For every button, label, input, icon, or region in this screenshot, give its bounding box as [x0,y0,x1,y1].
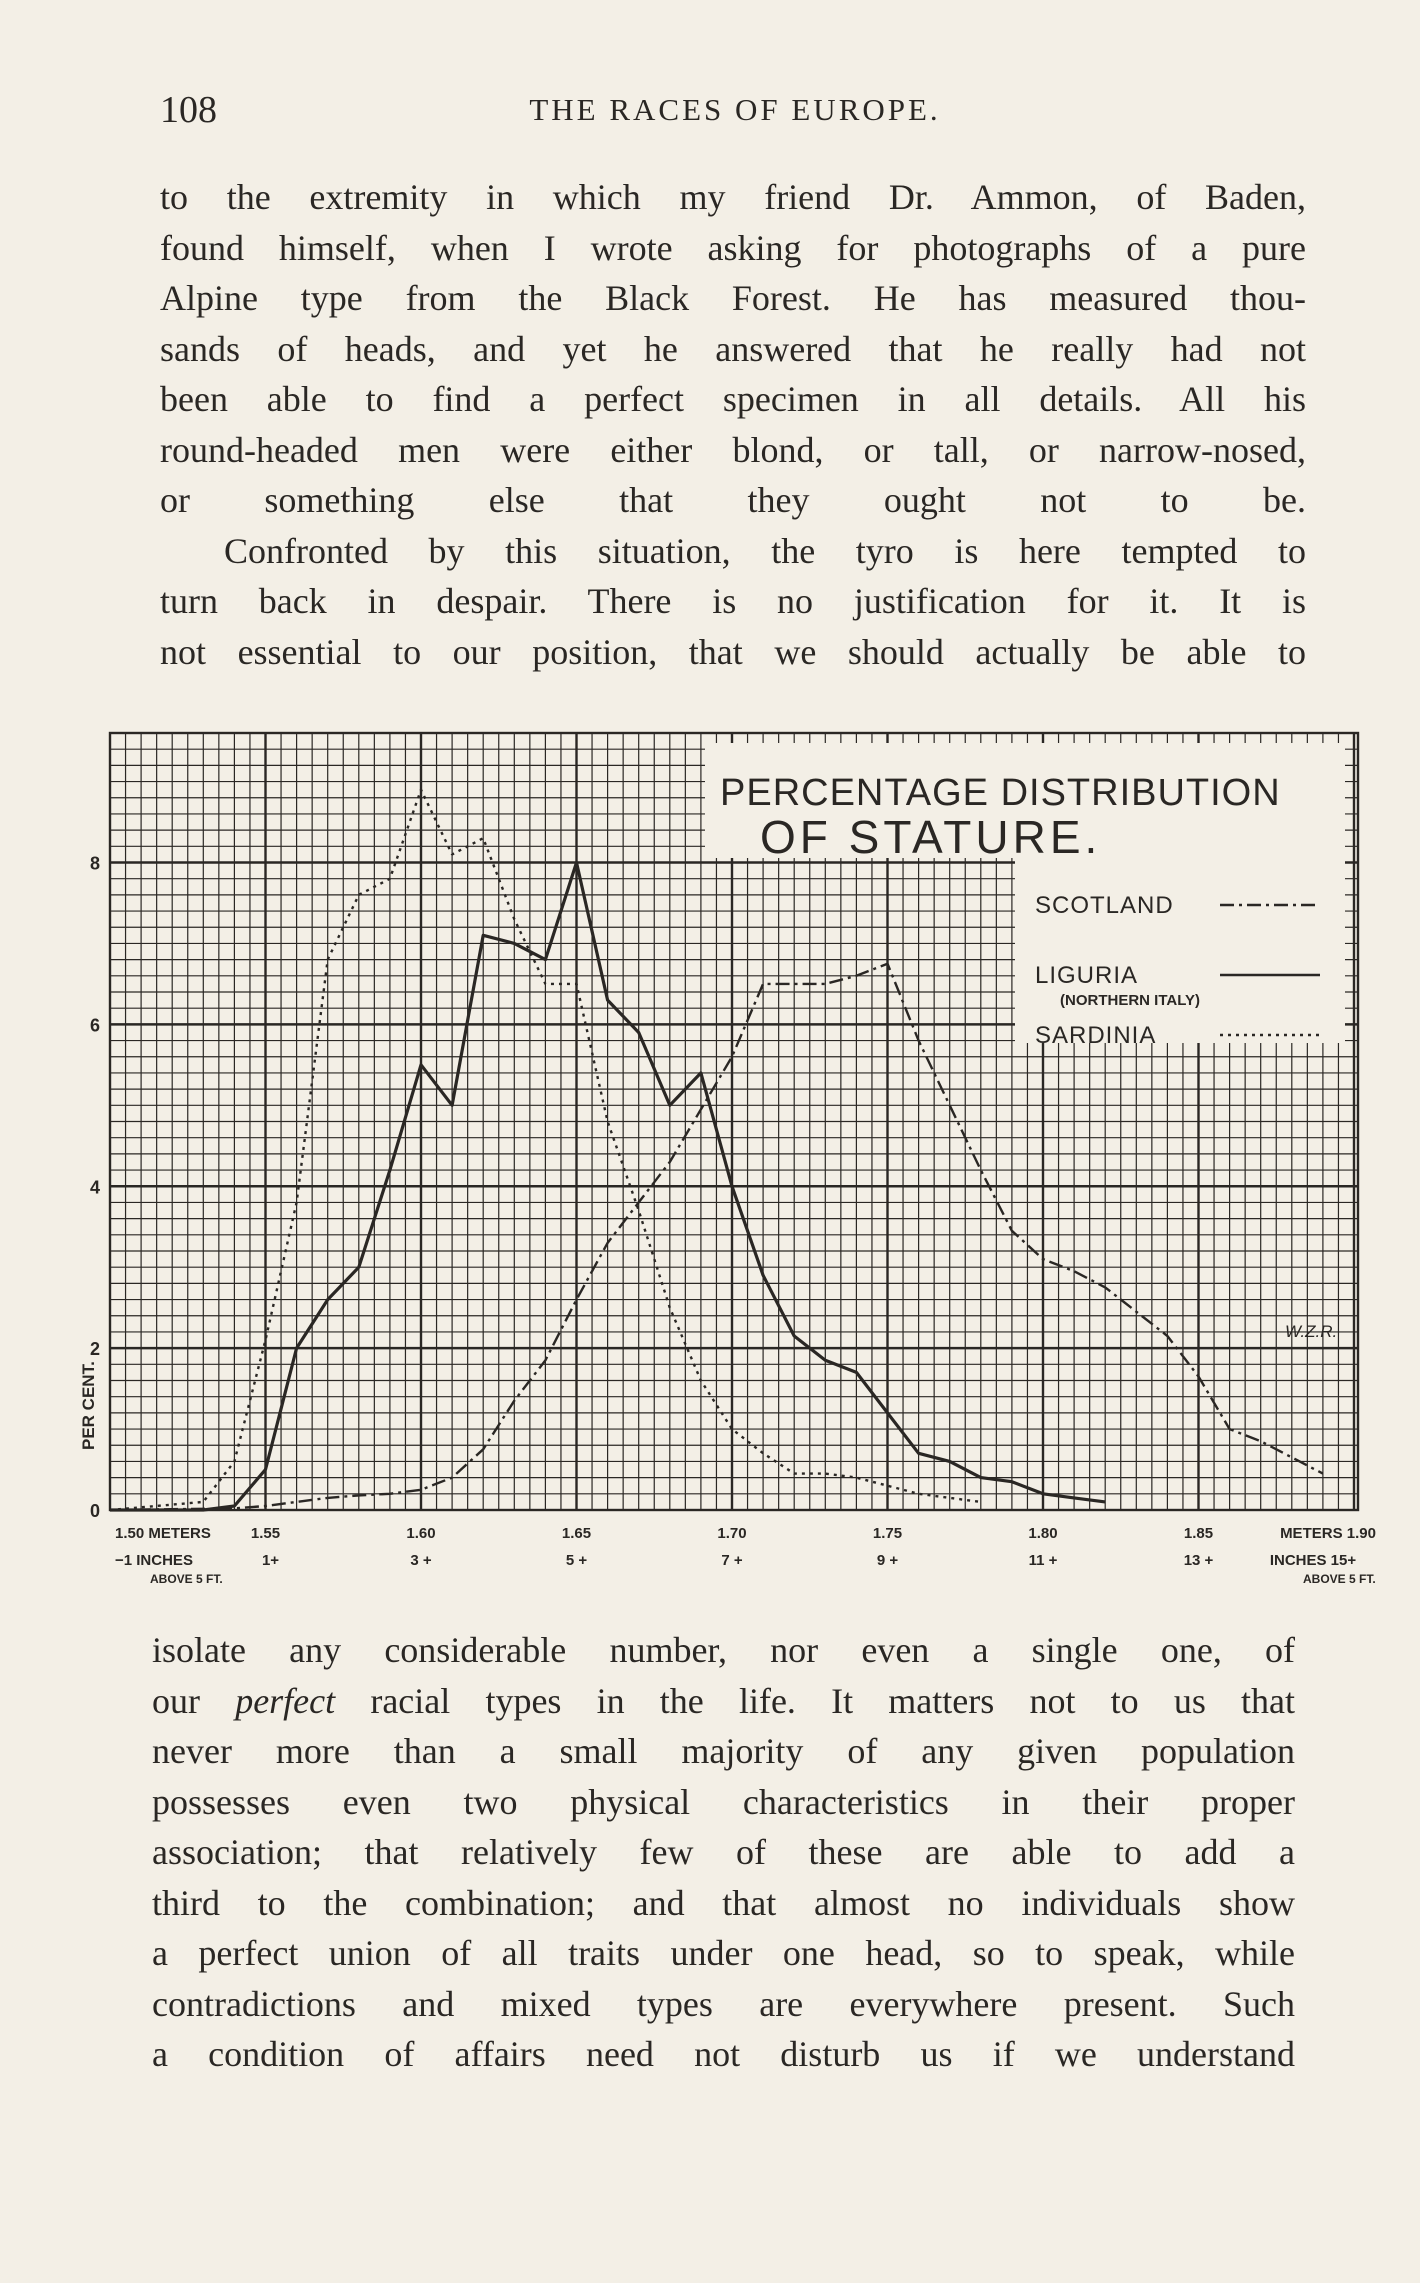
x-axis-sublabel: ABOVE 5 FT. [150,1572,223,1586]
paragraph-bottom [152,1625,1295,2080]
x-tick-label-inches: 11 + [1028,1552,1058,1569]
text-line: or something else that they ought not to be. [160,480,1306,520]
page-number: 108 [160,89,217,131]
text-line [152,1676,1295,1727]
x-tick-label-inches: 9 + [876,1552,899,1569]
x-tick-label: 1.80 [1028,1525,1058,1542]
x-tick-label-inches: 3 + [410,1552,432,1569]
x-tick-label: 1.60 [406,1525,436,1542]
stature-chart [60,725,1380,1595]
chart-canvas [60,725,1380,1595]
y-tick-label: 8 [89,853,100,874]
legend-panel [1015,858,1345,1043]
running-title: THE RACES OF EUROPE. [529,92,941,127]
x-tick-label: METERS 1.90 [1280,1525,1376,1542]
x-axis-sublabel: ABOVE 5 FT. [1303,1572,1376,1586]
y-axis-label: PER CENT. [79,1361,98,1450]
text-line: not essential to our position, that we should actually be able to [160,631,1306,672]
x-tick-label: 1.70 [717,1525,747,1542]
x-tick-label-inches: 1+ [261,1552,280,1569]
x-tick-label: 1.85 [1183,1525,1214,1542]
x-tick-label-inches: 5 + [565,1552,588,1569]
chart-title: PERCENTAGE DISTRIBUTION [720,772,1281,814]
page-header [160,88,1310,138]
x-tick-label: 1.50 METERS [115,1525,211,1542]
y-tick-label: 0 [89,1501,100,1521]
text-line: been able to find a perfect specimen in all details. All his [160,379,1306,419]
x-tick-label: 1.65 [561,1525,592,1542]
text-line: a perfect union of all traits under one head, so to speak, while [152,1933,1295,1973]
text-line: found himself, when I wrote asking for photographs of a pure [160,227,1306,268]
chart-subtitle: OF STATURE. [760,811,1102,863]
emphasized-word: perfect [235,1680,336,1721]
x-tick-label-inches: 13 + [1183,1552,1214,1569]
text-line: a condition of affairs need not disturb us if we understand [152,2034,1295,2074]
paragraph-top [160,172,1306,677]
text-line: isolate any considerable number, nor even a single one, of [152,1630,1295,1670]
legend-label: SARDINIA [1035,1022,1157,1049]
legend-label: SCOTLAND [1035,892,1174,919]
artist-signature: W.Z.R. [1285,1322,1338,1341]
text-line: association; that relatively few of these are able to add a [152,1832,1295,1872]
y-tick-label: 6 [89,1015,100,1036]
text-line: contradictions and mixed types are everywhere present. Such [152,1983,1295,2024]
text-line: to the extremity in which my friend Dr. Ammon, of Baden, [160,177,1306,217]
text-line: sands of heads, and yet he answered that he really had not [160,328,1306,369]
text-line: Alpine type from the Black Forest. He has measured thou- [160,278,1306,318]
x-tick-label-inches: INCHES 15+ [1269,1552,1357,1569]
x-tick-label: 1.75 [872,1525,903,1542]
text-fragment: racial types in the life. It matters not to us that [335,1680,1295,1721]
y-tick-label: 4 [89,1177,100,1198]
x-tick-label: 1.55 [250,1525,281,1542]
x-tick-label-inches: −1 INCHES [115,1552,193,1569]
text-line: Confronted by this situation, the tyro is here tempted to [224,530,1306,571]
text-line: round-headed men were either blond, or tall, or narrow-nosed, [160,429,1306,470]
text-fragment: our [152,1680,236,1721]
text-line: third to the combination; and that almost no individuals show [152,1882,1295,1923]
text-line: never more than a small majority of any given population [152,1731,1295,1771]
legend-label: LIGURIA [1035,962,1139,989]
legend-note: (NORTHERN ITALY) [1060,992,1200,1009]
y-tick-label: 2 [89,1339,100,1360]
x-tick-label-inches: 7 + [721,1552,743,1569]
text-line: turn back in despair. There is no justification for it. It is [160,581,1306,621]
text-line: possesses even two physical characteristics in their proper [152,1781,1295,1822]
